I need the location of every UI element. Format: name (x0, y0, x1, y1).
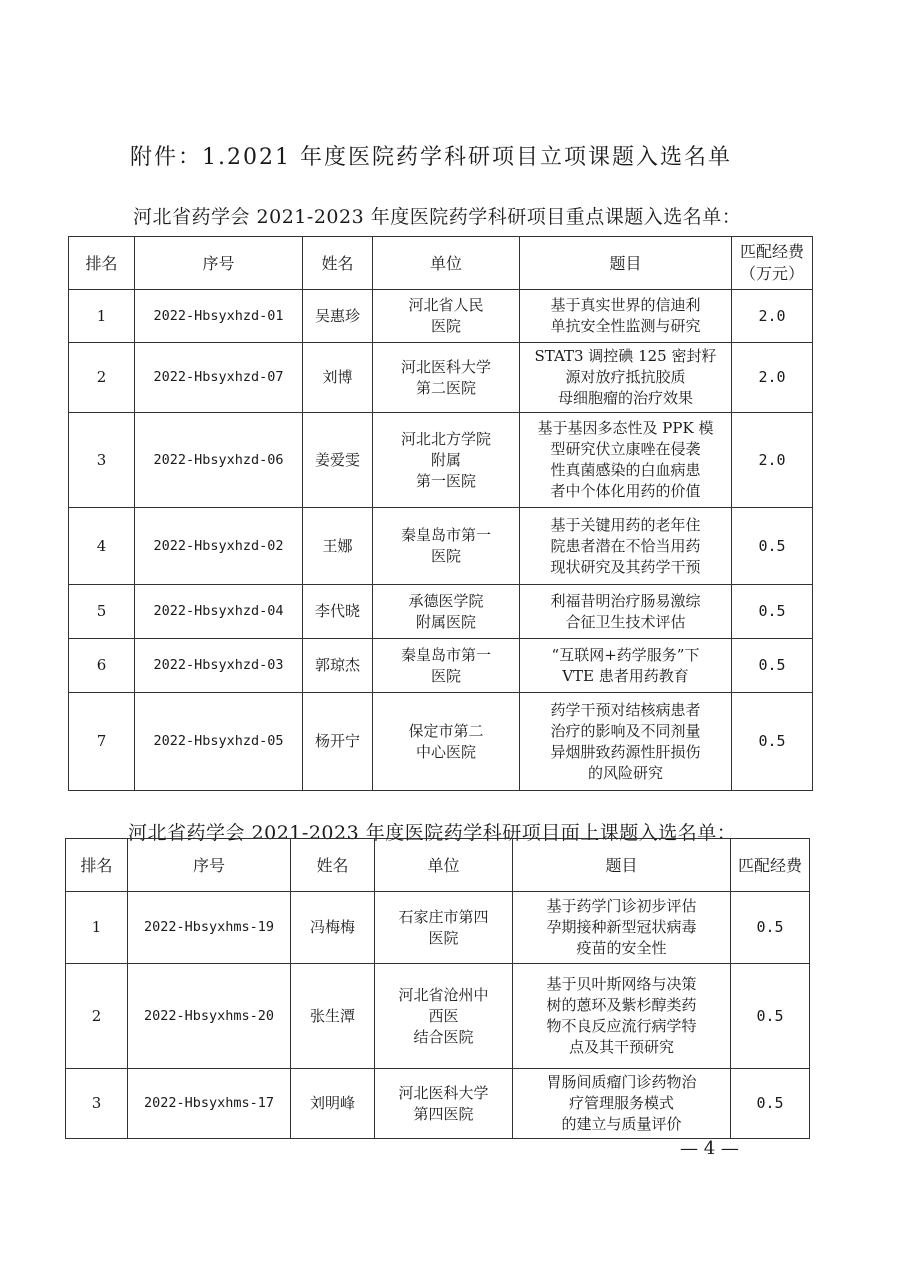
cell-topic: 基于关键用药的老年住 院患者潜在不恰当用药 现状研究及其药学干预 (520, 508, 732, 585)
cell-unit: 河北医科大学 第二医院 (373, 343, 520, 413)
cell-name: 李代晓 (303, 585, 373, 639)
cell-unit: 河北医科大学 第四医院 (375, 1069, 513, 1139)
header-name: 姓名 (303, 237, 373, 290)
table-row (66, 892, 810, 964)
cell-unit: 承德医学院 附属医院 (373, 585, 520, 639)
cell-topic: 基于真实世界的信迪利 单抗安全性监测与研究 (520, 290, 732, 343)
cell-topic: 药学干预对结核病患者 治疗的影响及不同剂量 异烟肼致药源性肝损伤 的风险研究 (520, 693, 732, 791)
cell-rank: 5 (69, 585, 135, 639)
header-unit: 单位 (373, 237, 520, 290)
header-topic: 题目 (513, 839, 731, 892)
general-projects-body (66, 892, 810, 1139)
cell-code: 2022-Hbsyxhzd-05 (135, 693, 303, 791)
cell-code: 2022-Hbsyxhms-17 (128, 1069, 291, 1139)
cell-fund: 2.0 (732, 413, 813, 508)
header-unit: 单位 (375, 839, 513, 892)
cell-code: 2022-Hbsyxhzd-07 (135, 343, 303, 413)
general-projects-heading: 河北省药学会 2021-2023 年度医院药学科研项目面上课题入选名单： (128, 822, 737, 844)
table-row (69, 343, 813, 413)
cell-fund: 2.0 (732, 343, 813, 413)
table-row (69, 290, 813, 343)
page-number: — 4 — (680, 1138, 739, 1159)
cell-fund: 0.5 (732, 585, 813, 639)
key-projects-table (68, 236, 813, 791)
table-row (66, 1069, 810, 1139)
cell-unit: 河北北方学院 附属 第一医院 (373, 413, 520, 508)
cell-unit: 保定市第二 中心医院 (373, 693, 520, 791)
table-row (69, 508, 813, 585)
cell-name: 姜爱雯 (303, 413, 373, 508)
cell-rank: 1 (66, 892, 128, 964)
cell-topic: 基于药学门诊初步评估 孕期接种新型冠状病毒 疫苗的安全性 (513, 892, 731, 964)
table-header-row (66, 839, 810, 892)
cell-rank: 1 (69, 290, 135, 343)
table-row (69, 693, 813, 791)
key-projects-body (69, 290, 813, 791)
header-name: 姓名 (291, 839, 375, 892)
cell-topic: 胃肠间质瘤门诊药物治 疗管理服务模式 的建立与质量评价 (513, 1069, 731, 1139)
table-row (66, 964, 810, 1069)
cell-name: 郭琼杰 (303, 639, 373, 693)
cell-rank: 2 (69, 343, 135, 413)
key-projects-heading: 河北省药学会 2021-2023 年度医院药学科研项目重点课题入选名单： (133, 206, 742, 228)
cell-code: 2022-Hbsyxhzd-01 (135, 290, 303, 343)
cell-unit: 河北省沧州中 西医 结合医院 (375, 964, 513, 1069)
cell-name: 王娜 (303, 508, 373, 585)
general-projects-table (65, 838, 810, 1139)
cell-topic: STAT3 调控碘 125 密封籽 源对放疗抵抗胶质 母细胞瘤的治疗效果 (520, 343, 732, 413)
cell-fund: 0.5 (732, 693, 813, 791)
cell-code: 2022-Hbsyxhzd-04 (135, 585, 303, 639)
table-row (69, 413, 813, 508)
cell-code: 2022-Hbsyxhzd-06 (135, 413, 303, 508)
cell-rank: 7 (69, 693, 135, 791)
cell-rank: 6 (69, 639, 135, 693)
cell-name: 刘明峰 (291, 1069, 375, 1139)
document-title: 附件：1.2021 年度医院药学科研项目立项课题入选名单 (130, 145, 732, 170)
header-rank: 排名 (66, 839, 128, 892)
header-code: 序号 (128, 839, 291, 892)
table-header-row (69, 237, 813, 290)
cell-fund: 0.5 (731, 964, 810, 1069)
cell-rank: 4 (69, 508, 135, 585)
cell-topic: 基于贝叶斯网络与决策 树的蒽环及紫杉醇类药 物不良反应流行病学特 点及其干预研究 (513, 964, 731, 1069)
cell-name: 吴惠珍 (303, 290, 373, 343)
cell-topic: 基于基因多态性及 PPK 模 型研究伏立康唑在侵袭 性真菌感染的白血病患 者中个体化用药的价值 (520, 413, 732, 508)
header-code: 序号 (135, 237, 303, 290)
cell-fund: 0.5 (732, 508, 813, 585)
cell-fund: 0.5 (731, 892, 810, 964)
cell-code: 2022-Hbsyxhms-20 (128, 964, 291, 1069)
cell-name: 张生潭 (291, 964, 375, 1069)
cell-rank: 2 (66, 964, 128, 1069)
header-topic: 题目 (520, 237, 732, 290)
cell-name: 冯梅梅 (291, 892, 375, 964)
table-row (69, 639, 813, 693)
cell-fund: 2.0 (732, 290, 813, 343)
cell-unit: 秦皇岛市第一 医院 (373, 639, 520, 693)
header-rank: 排名 (69, 237, 135, 290)
table-row (69, 585, 813, 639)
cell-unit: 石家庄市第四 医院 (375, 892, 513, 964)
cell-topic: “互联网+药学服务”下 VTE 患者用药教育 (520, 639, 732, 693)
cell-name: 刘博 (303, 343, 373, 413)
cell-code: 2022-Hbsyxhms-19 (128, 892, 291, 964)
header-fund: 匹配经费 (731, 839, 810, 892)
cell-code: 2022-Hbsyxhzd-02 (135, 508, 303, 585)
cell-rank: 3 (66, 1069, 128, 1139)
cell-topic: 利福昔明治疗肠易激综 合征卫生技术评估 (520, 585, 732, 639)
header-fund: 匹配经费 （万元） (732, 237, 813, 290)
cell-code: 2022-Hbsyxhzd-03 (135, 639, 303, 693)
cell-name: 杨开宁 (303, 693, 373, 791)
cell-fund: 0.5 (731, 1069, 810, 1139)
cell-unit: 河北省人民 医院 (373, 290, 520, 343)
cell-unit: 秦皇岛市第一 医院 (373, 508, 520, 585)
cell-rank: 3 (69, 413, 135, 508)
cell-fund: 0.5 (732, 639, 813, 693)
